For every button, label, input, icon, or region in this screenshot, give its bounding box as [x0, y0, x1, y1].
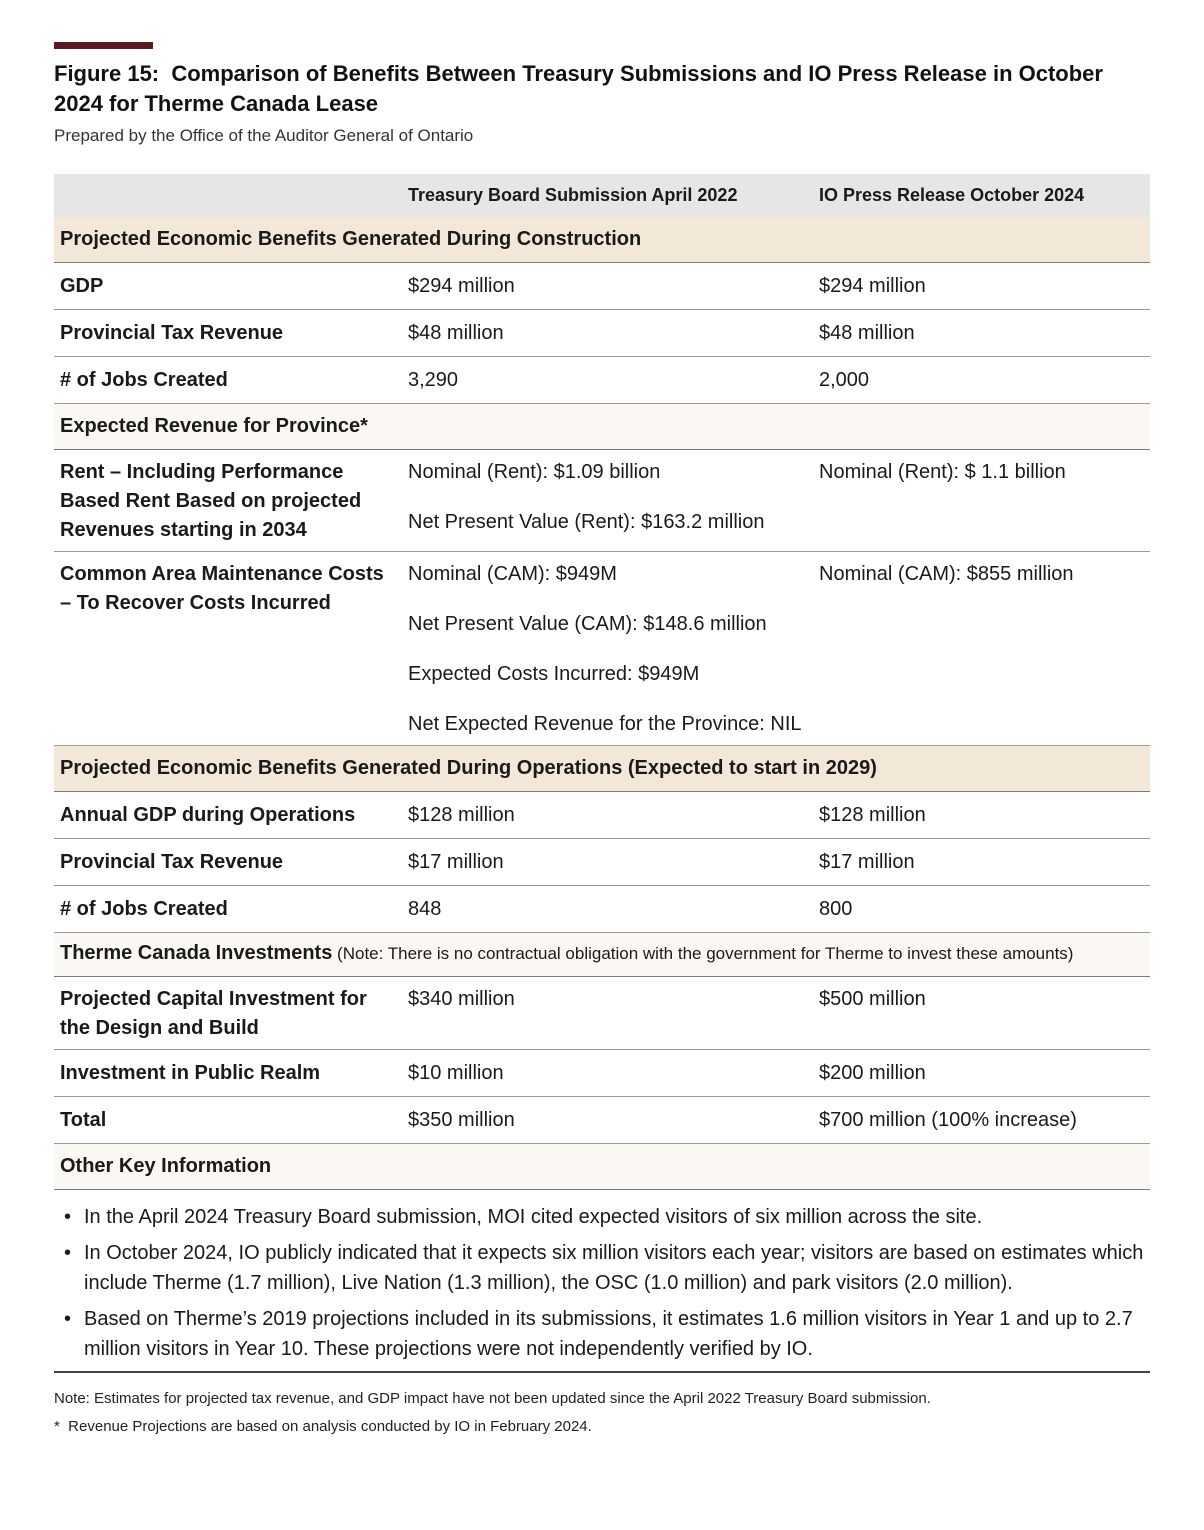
tbs-value: Net Expected Revenue for the Province: NIL — [408, 713, 802, 735]
table-row — [54, 977, 1150, 1050]
investments-note: (Note: There is no contractual obligation with the government for Therme to invest these amounts) — [332, 944, 1074, 963]
tbs-value: Nominal (Rent): $1.09 billion — [408, 461, 661, 483]
tbs-value: Net Present Value (CAM): $148.6 million — [408, 613, 767, 635]
table-row — [54, 886, 1150, 933]
row-label: # of Jobs Created — [54, 357, 402, 404]
bullet-icon: • — [64, 1206, 72, 1228]
tbs-value: $294 million — [402, 263, 813, 310]
tbs-values — [402, 450, 813, 552]
bullet-list — [60, 1202, 1144, 1364]
io-value: $48 million — [813, 310, 1150, 357]
table-row — [54, 310, 1150, 357]
tbs-value: $340 million — [402, 977, 813, 1050]
figure-title: Figure 15: Comparison of Benefits Between Treasury Submissions and IO Press Release in October 2024 for Therme Canada Lease — [54, 61, 1103, 116]
bullets-cell — [54, 1190, 1150, 1373]
tbs-value: Expected Costs Incurred: $949M — [408, 663, 700, 685]
footnotes — [54, 1389, 1150, 1437]
table-row-total — [54, 1097, 1150, 1144]
bullet-icon: • — [64, 1308, 72, 1330]
comparison-table — [54, 174, 1150, 1373]
other-info-bullets-row — [54, 1190, 1150, 1373]
header-io-press-release: IO Press Release October 2024 — [813, 174, 1150, 217]
header-treasury-board: Treasury Board Submission April 2022 — [402, 174, 813, 217]
io-value: 2,000 — [813, 357, 1150, 404]
table-row-cam — [54, 552, 1150, 746]
list-item — [60, 1238, 1144, 1298]
section-other-key-information — [54, 1144, 1150, 1190]
row-label: # of Jobs Created — [54, 886, 402, 933]
io-value: $17 million — [813, 839, 1150, 886]
table-header-row — [54, 174, 1150, 217]
bullet-text: In the April 2024 Treasury Board submission, MOI cited expected visitors of six million across the site. — [84, 1206, 983, 1228]
tbs-value: 3,290 — [402, 357, 813, 404]
tbs-values — [402, 552, 813, 746]
section-heading: Projected Economic Benefits Generated During Operations (Expected to start in 2029) — [54, 746, 1150, 792]
io-value: $294 million — [813, 263, 1150, 310]
tbs-value: Net Present Value (Rent): $163.2 million — [408, 511, 765, 533]
io-value: Nominal (CAM): $855 million — [813, 552, 1150, 746]
tbs-value: $128 million — [402, 792, 813, 839]
figure-subtitle: Prepared by the Office of the Auditor General of Ontario — [54, 126, 474, 145]
tbs-value: $48 million — [402, 310, 813, 357]
row-label: Annual GDP during Operations — [54, 792, 402, 839]
bullet-icon: • — [64, 1242, 72, 1264]
section-heading: Expected Revenue for Province* — [54, 404, 1150, 450]
table-row — [54, 357, 1150, 404]
tbs-value: 848 — [402, 886, 813, 933]
accent-bar — [54, 42, 153, 49]
row-label: GDP — [54, 263, 402, 310]
section-expected-revenue — [54, 404, 1150, 450]
bullet-text: Based on Therme’s 2019 projections included in its submissions, it estimates 1.6 million visitors in Year 1 and up to 2.7 million visitors in Year 10. These projections were not independently verified by IO. — [84, 1308, 1133, 1360]
tbs-value: $10 million — [402, 1050, 813, 1097]
section-construction — [54, 217, 1150, 263]
header-empty — [54, 174, 402, 217]
tbs-value: Nominal (CAM): $949M — [408, 563, 617, 585]
figure-container — [54, 42, 1150, 1445]
tbs-value: $17 million — [402, 839, 813, 886]
table-row — [54, 1050, 1150, 1097]
row-label: Projected Capital Investment for the Design and Build — [54, 977, 402, 1050]
section-therme-investments — [54, 933, 1150, 977]
io-value: 800 — [813, 886, 1150, 933]
io-value: $128 million — [813, 792, 1150, 839]
investments-heading: Therme Canada Investments — [60, 942, 333, 964]
section-operations — [54, 746, 1150, 792]
section-heading: Other Key Information — [54, 1144, 1150, 1190]
table-row — [54, 263, 1150, 310]
table-row — [54, 839, 1150, 886]
row-label: Total — [54, 1097, 402, 1144]
list-item — [60, 1202, 1144, 1232]
table-row — [54, 792, 1150, 839]
row-label: Provincial Tax Revenue — [54, 310, 402, 357]
footnote-note: Note: Estimates for projected tax revenue, and GDP impact have not been updated since the April 2022 Treasury Board submission. — [54, 1390, 931, 1407]
io-value: $500 million — [813, 977, 1150, 1050]
row-label: Common Area Maintenance Costs – To Recover Costs Incurred — [54, 552, 402, 746]
io-value: Nominal (Rent): $ 1.1 billion — [813, 450, 1150, 552]
io-value: $200 million — [813, 1050, 1150, 1097]
row-label: Investment in Public Realm — [54, 1050, 402, 1097]
tbs-value: $350 million — [402, 1097, 813, 1144]
list-item — [60, 1304, 1144, 1364]
io-value: $700 million (100% increase) — [813, 1097, 1150, 1144]
row-label: Rent – Including Performance Based Rent Based on projected Revenues starting in 2034 — [54, 450, 402, 552]
table-row-rent — [54, 450, 1150, 552]
section-heading: Projected Economic Benefits Generated During Construction — [54, 217, 1150, 263]
section-heading — [54, 933, 1150, 977]
bullet-text: In October 2024, IO publicly indicated that it expects six million visitors each year; visitors are based on estimates which include Therme (1.7 million), Live Nation (1.3 million), the OSC (1.0 million) and park visitors (2.0 million). — [84, 1242, 1144, 1294]
footnote-asterisk: * Revenue Projections are based on analysis conducted by IO in February 2024. — [54, 1418, 592, 1435]
row-label: Provincial Tax Revenue — [54, 839, 402, 886]
